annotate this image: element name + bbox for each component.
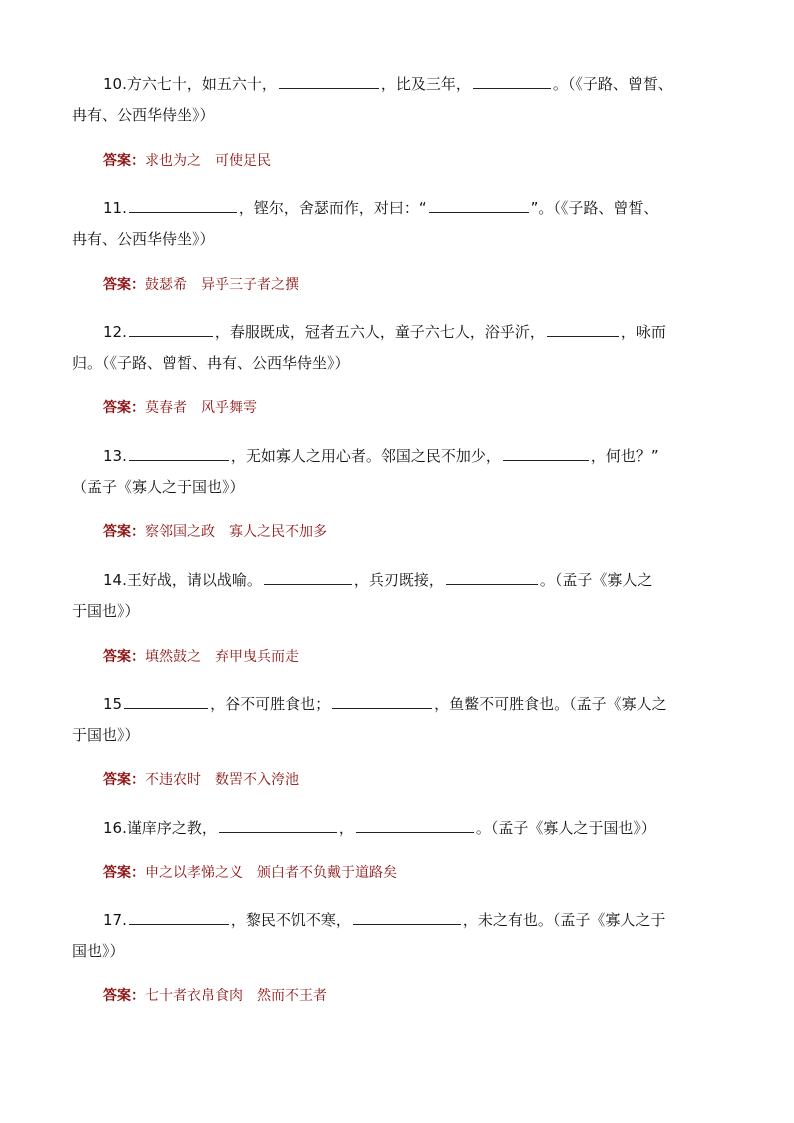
answer-13: 答案：察邻国之政 寡人之民不加多 <box>103 524 327 540</box>
answer-blank[interactable] <box>473 72 551 89</box>
answer-blank[interactable] <box>446 568 538 585</box>
question-10: 10.方六七十，如五六十， ，比及三年， 。（《子路、曾皙、 冉有、公西华侍坐》） <box>72 69 722 131</box>
answer-16: 答案：申之以孝悌之义 颁白者不负戴于道路矣 <box>103 865 397 881</box>
question-16: 16.谨庠序之教， ， 。（孟子《寡人之于国也》） <box>72 813 722 844</box>
question-13: 13. ，无如寡人之用心者。邻国之民不加少， ，何也？” （孟子《寡人之于国也》） <box>72 441 722 503</box>
answer-blank[interactable] <box>129 908 229 925</box>
answer-11: 答案：鼓瑟希 异乎三子者之撰 <box>103 277 299 293</box>
answer-blank[interactable] <box>547 320 619 337</box>
question-17: 17. ，黎民不饥不寒， ，未之有也。（孟子《寡人之于 国也》） <box>72 905 722 967</box>
answer-15: 答案：不违农时 数罟不入洿池 <box>103 772 299 788</box>
answer-blank[interactable] <box>279 72 379 89</box>
answer-blank[interactable] <box>353 908 461 925</box>
answer-12: 答案：莫春者 风乎舞雩 <box>103 400 257 416</box>
answer-14: 答案：填然鼓之 弃甲曳兵而走 <box>103 649 299 665</box>
question-15: 15 ，谷不可胜食也； ，鱼鳖不可胜食也。（孟子《寡人之 于国也》） <box>72 689 722 751</box>
question-11: 11. ，铿尔，舍瑟而作，对曰：“ ”。（《子路、曾皙、 冉有、公西华侍坐》） <box>72 193 722 255</box>
answer-blank[interactable] <box>429 196 529 213</box>
answer-blank[interactable] <box>129 320 213 337</box>
answer-blank[interactable] <box>219 816 337 833</box>
answer-blank[interactable] <box>129 444 229 461</box>
question-14: 14.王好战，请以战喻。 ，兵刃既接， 。（孟子《寡人之 于国也》） <box>72 565 722 627</box>
answer-blank[interactable] <box>356 816 474 833</box>
answer-10: 答案：求也为之 可使足民 <box>103 153 271 169</box>
answer-blank[interactable] <box>124 692 208 709</box>
answer-blank[interactable] <box>503 444 589 461</box>
answer-blank[interactable] <box>129 196 237 213</box>
answer-blank[interactable] <box>332 692 432 709</box>
answer-blank[interactable] <box>264 568 352 585</box>
answer-17: 答案：七十者衣帛食肉 然而不王者 <box>103 988 327 1004</box>
question-12: 12. ，春服既成，冠者五六人，童子六七人，浴乎沂， ，咏而 归。（《子路、曾皙、冉有、公西华侍坐》） <box>72 317 722 379</box>
